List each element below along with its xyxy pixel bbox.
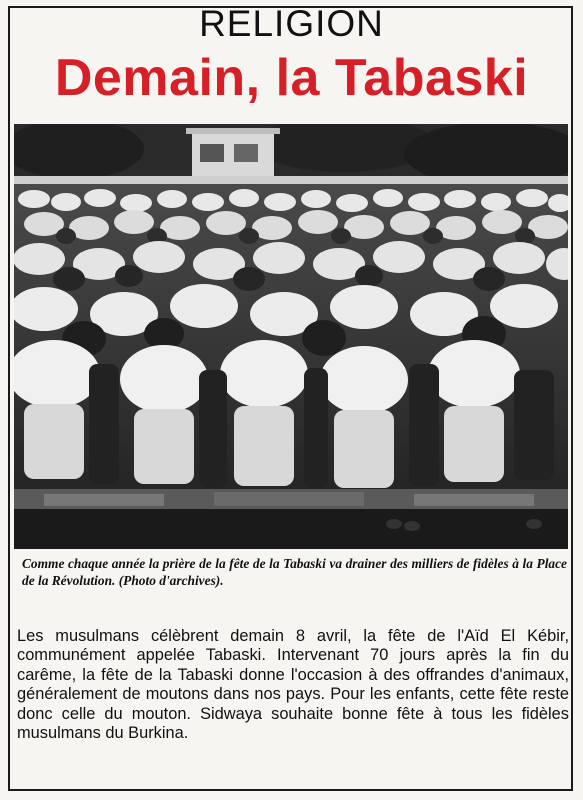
prayer-photo xyxy=(14,124,568,549)
section-rubric: RELIGION xyxy=(199,3,384,44)
crowd-illustration xyxy=(14,124,568,549)
photo-caption: Comme chaque année la prière de la fête de la Tabaski va drainer des milliers de fidèles à la Place de la Révolution. (Photo d'archives). xyxy=(22,556,567,588)
headline: Demain, la Tabaski xyxy=(54,49,529,107)
article-body: Les musulmans célèbrent demain 8 avril, la fête de l'Aïd El Kébir, communément appelée Tabaski. Intervenant 70 jours après la fin du carême, la fête de la Tabaski donne l'occasion à des offrandes d'animaux, généralement de moutons dans nos pays. Pour les enfants, cette fête reste donc celle du mouton. Sidwaya souhaite bonne fête à tous les fidèles musulmans du Burkina. xyxy=(17,627,569,743)
